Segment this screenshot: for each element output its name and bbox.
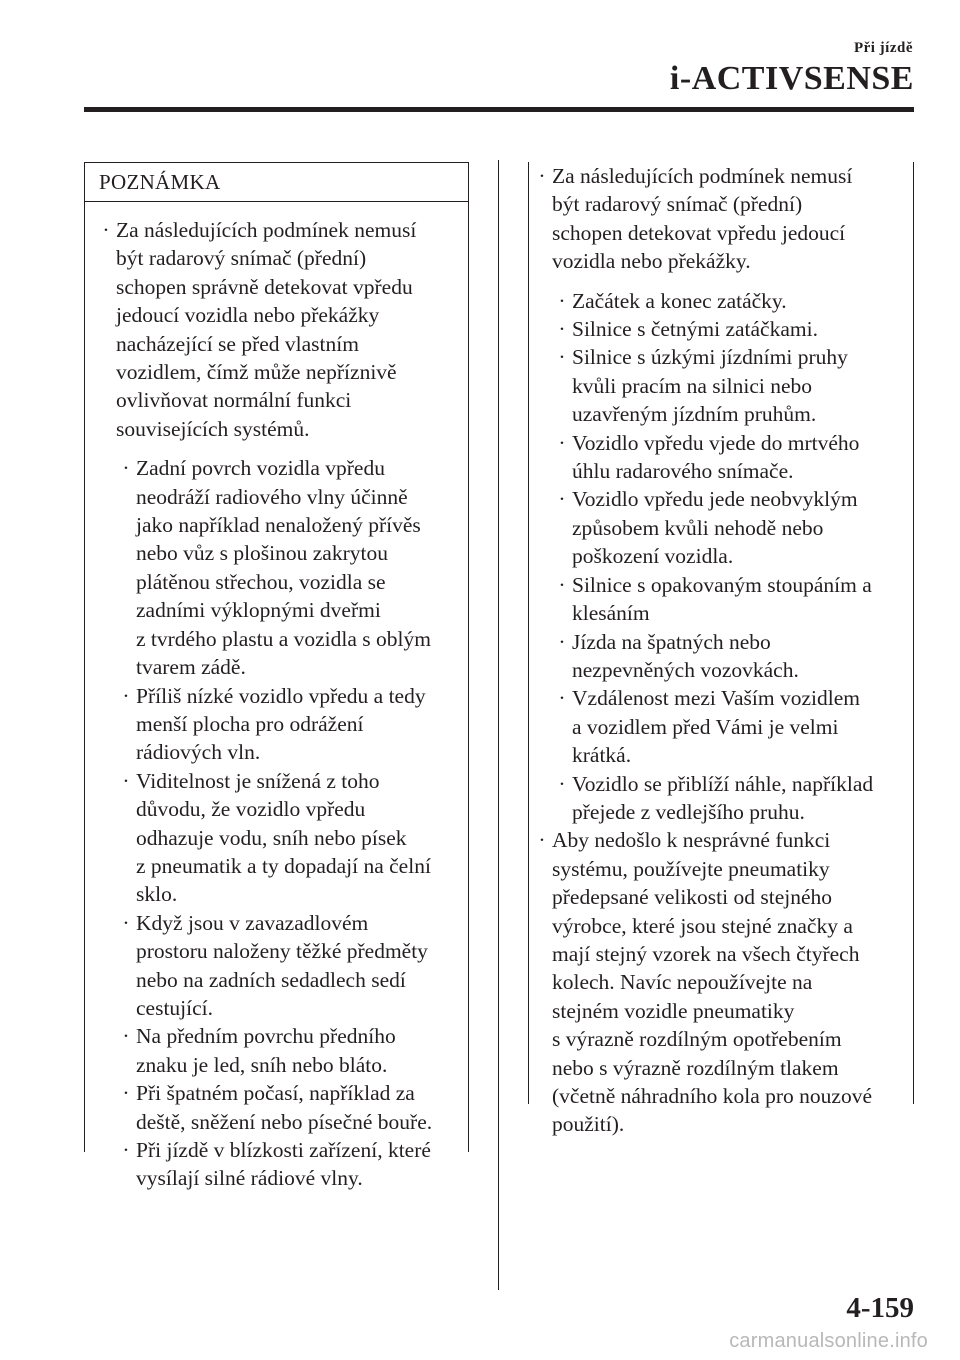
right-list-item <box>556 770 914 827</box>
note-left-border <box>84 162 85 1152</box>
bullet: · <box>558 771 566 796</box>
note-title-divider <box>84 201 469 202</box>
bullet: · <box>122 1081 130 1106</box>
bullet: · <box>558 487 566 512</box>
right-list-item <box>556 684 914 769</box>
note-intro-line: Za následujících podmínek nemusí <box>116 218 417 242</box>
bullet: · <box>538 164 546 188</box>
note-item-line: nebo na zadních sedadlech sedí <box>136 967 406 992</box>
bullet: · <box>558 288 566 313</box>
bullet: · <box>558 345 566 370</box>
note-item-line: znaku je led, sníh nebo bláto. <box>136 1052 388 1077</box>
note-list-item <box>120 909 465 1023</box>
right-item-line: kvůli pracím na silnici nebo <box>572 373 813 398</box>
note-body <box>100 205 465 1193</box>
right-second-line: nebo s výrazně rozdílným tlakem <box>552 1055 839 1080</box>
right-list-item <box>556 571 914 628</box>
right-body <box>536 162 914 1139</box>
section-label: Při jízdě <box>853 40 913 56</box>
note-list-item <box>120 1136 465 1193</box>
right-item-line: způsobem kvůli nehodě nebo <box>572 515 824 540</box>
column-divider <box>498 160 499 1290</box>
right-list-item <box>556 429 914 486</box>
right-intro-line: vozidla nebo překážky. <box>552 249 751 274</box>
right-second-line: mají stejný vzorek na všech čtyřech <box>552 941 860 966</box>
bullet: · <box>558 629 566 654</box>
note-item-line: tvarem zádě. <box>136 655 246 680</box>
note-item-line: Když jsou v zavazadlovém <box>136 910 369 935</box>
note-right-border <box>468 162 469 1152</box>
chapter-title: i-ACTIVSENSE <box>669 60 914 97</box>
right-item-line: Vozidlo vpředu vjede do mrtvého <box>572 430 860 455</box>
note-intro-line: být radarový snímač (přední) <box>116 246 367 271</box>
bullet: · <box>102 218 110 242</box>
right-second-line: systému, používejte pneumatiky <box>552 856 830 881</box>
note-item-line: jako například nenaložený přívěs <box>136 513 421 538</box>
right-item-line: Začátek a konec zatáčky. <box>572 288 787 313</box>
bullet: · <box>558 317 566 342</box>
bullet: · <box>538 828 546 853</box>
note-item-line: rádiových vln. <box>136 740 261 765</box>
right-item-line: Vozidlo vpředu jede neobvyklým <box>572 487 858 512</box>
bullet: · <box>122 1138 130 1162</box>
right-item-line: úhlu radarového snímače. <box>572 459 794 484</box>
right-item-line: Silnice s četnými zatáčkami. <box>572 317 818 342</box>
note-list-item <box>120 767 465 909</box>
note-intro-line: ovlivňovat normální funkci <box>116 388 352 413</box>
note-item-line: menší plocha pro odrážení <box>136 711 364 736</box>
note-item-line: nebo vůz s plošinou zakrytou <box>136 541 388 566</box>
right-list-item <box>556 485 914 570</box>
note-item-line: z tvrdého plastu a vozidla s oblým <box>136 626 431 651</box>
right-item-line: Silnice s úzkými jízdními pruhy <box>572 345 848 370</box>
note-list-item <box>120 454 465 681</box>
note-item-line: plátěnou střechou, vozidla se <box>136 569 386 594</box>
note-item-line: Viditelnost je snížená z toho <box>136 768 380 793</box>
note-item-line: Při jízdě v blízkosti zařízení, které <box>136 1138 431 1162</box>
note-item-line: odhazuje vodu, sníh nebo písek <box>136 825 407 850</box>
right-item-line: Vozidlo se přiblíží náhle, například <box>572 771 874 796</box>
right-item-line: Vzdálenost mezi Vaším vozidlem <box>572 686 860 711</box>
right-intro-item <box>536 162 914 276</box>
right-item-line: uzavřeným jízdním pruhům. <box>572 402 817 427</box>
note-intro-line: nacházející se před vlastním <box>116 331 359 356</box>
note-item-line: Na předním povrchu předního <box>136 1024 396 1049</box>
note-item-line: Příliš nízké vozidlo vpředu a tedy <box>136 683 426 708</box>
watermark: carmanualsonline.info <box>729 1330 928 1352</box>
right-second-line: kolech. Navíc nepoužívejte na <box>552 970 813 995</box>
right-list-item <box>556 315 914 343</box>
right-second-line: výrobce, které jsou stejné značky a <box>552 913 853 938</box>
note-intro-item <box>100 216 465 443</box>
right-intro-line: schopen detekovat vpředu jedoucí <box>552 220 846 245</box>
right-list-item <box>556 287 914 315</box>
right-second-line: stejném vozidle pneumatiky <box>552 998 795 1023</box>
note-intro-line: vozidlem, čímž může nepříznivě <box>116 360 397 385</box>
bullet: · <box>122 1024 130 1049</box>
note-list-item <box>120 1022 465 1079</box>
right-block <box>528 162 914 1137</box>
right-second-line: předepsané velikosti od stejného <box>552 885 833 910</box>
note-intro-line: jedoucí vozidla nebo překážky <box>116 303 380 328</box>
note-title: POZNÁMKA <box>99 170 221 194</box>
right-second-line: s výrazně rozdílným opotřebením <box>552 1027 842 1052</box>
right-intro-line: být radarový snímač (přední) <box>552 192 803 217</box>
note-item-line: deště, sněžení nebo písečné bouře. <box>136 1109 433 1134</box>
right-item-line: krátká. <box>572 743 632 768</box>
bullet: · <box>122 910 130 935</box>
bullet: · <box>122 683 130 708</box>
right-left-border <box>528 162 529 1104</box>
note-list-item <box>120 682 465 767</box>
note-intro-line: souvisejících systémů. <box>116 416 310 441</box>
header-rule <box>84 107 914 112</box>
right-item-line: a vozidlem před Vámi je velmi <box>572 714 839 739</box>
bullet: · <box>558 572 566 597</box>
note-item-line: neodráží radiového vlny účinně <box>136 484 408 509</box>
right-item-line: nezpevněných vozovkách. <box>572 657 799 682</box>
note-intro-line: schopen správně detekovat vpředu <box>116 274 413 299</box>
right-item-line: klesáním <box>572 601 650 626</box>
note-item-line: Při špatném počasí, například za <box>136 1081 415 1106</box>
note-item-line: vysílají silné rádiové vlny. <box>136 1166 363 1191</box>
note-top-border <box>84 162 469 163</box>
right-item-line: Jízda na špatných nebo <box>572 629 771 654</box>
note-box <box>84 162 469 1191</box>
right-second-item <box>536 826 914 1138</box>
note-item-line: zadními výklopnými dveřmi <box>136 598 381 623</box>
page-number: 4-159 <box>846 1292 914 1324</box>
note-item-line: cestující. <box>136 995 214 1020</box>
right-item-line: přejede z vedlejšího pruhu. <box>572 799 805 824</box>
right-second-line: (včetně náhradního kola pro nouzové <box>552 1084 872 1108</box>
note-item-line: Zadní povrch vozidla vpředu <box>136 456 385 481</box>
note-item-line: sklo. <box>136 882 178 907</box>
note-item-line: z pneumatik a ty dopadají na čelní <box>136 853 431 878</box>
right-second-line: použití). <box>552 1112 625 1137</box>
right-second-line: Aby nedošlo k nesprávné funkci <box>552 828 831 853</box>
right-list-item <box>556 628 914 685</box>
bullet: · <box>558 686 566 711</box>
right-item-line: Silnice s opakovaným stoupáním a <box>572 572 872 597</box>
note-item-line: důvodu, že vozidlo vpředu <box>136 797 366 822</box>
bullet: · <box>122 456 130 481</box>
note-list-item <box>120 1079 465 1136</box>
right-list-item <box>556 343 914 428</box>
right-intro-line: Za následujících podmínek nemusí <box>552 164 853 188</box>
bullet: · <box>558 430 566 455</box>
right-item-line: poškození vozidla. <box>572 544 734 569</box>
bullet: · <box>122 768 130 793</box>
note-item-line: prostoru naloženy těžké předměty <box>136 939 428 964</box>
